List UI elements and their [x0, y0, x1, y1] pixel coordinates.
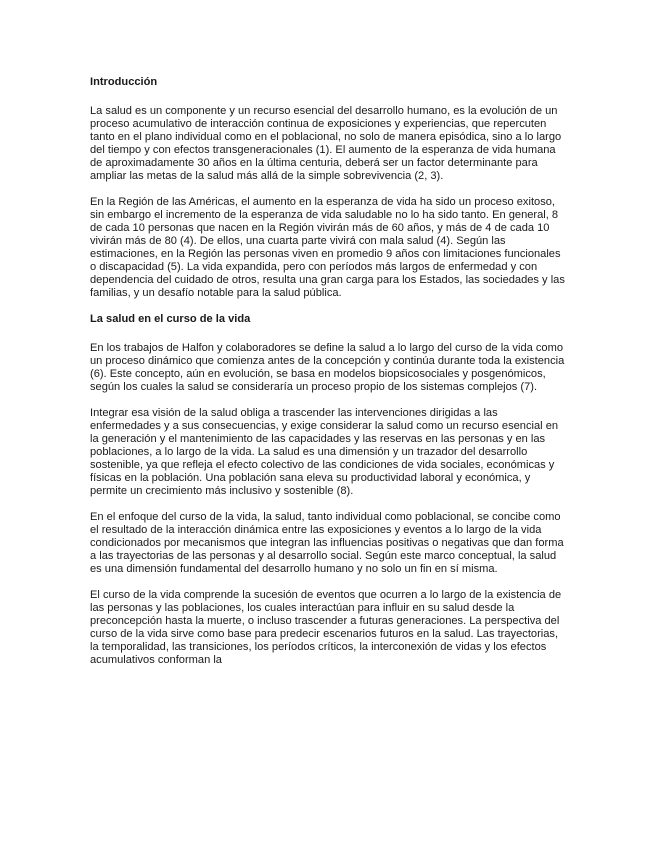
- paragraph-intro-2: En la Región de las Américas, el aumento en la esperanza de vida ha sido un proceso exitoso, sin embargo el incremento de la esperanza de vida saludable no lo ha sido tanto. En general, 8 de cada 10 personas que nacen en la Región vivirán más de 60 años, y más de 4 de cada 10 vivirán más de 80 (4). De ellos, una cuarta parte vivirá con mala salud (4). Según las estimaciones, en la Región las personas viven en promedio 9 años con limitaciones funcionales o discapacidad (5). La vida expandida, pero con períodos más largos de enfermedad y con dependencia del cuidado de otros, resulta una gran carga para los Estados, las sociedades y las familias, y un desafío notable para la salud pública.: [90, 196, 565, 299]
- section-title-curso-de-la-vida: La salud en el curso de la vida: [90, 313, 251, 325]
- paragraph-curso-3: En el enfoque del curso de la vida, la salud, tanto individual como poblacional, se concibe como el resultado de la interacción dinámica entre las exposiciones y eventos a lo largo de la vida condicionados por mecanismos que integran las influencias positivas o negativas que dan forma a las trayectorias de las personas y al desarrollo social. Según este marco conceptual, la salud es una dimensión fundamental del desarrollo humano y no solo un fin en sí misma.: [90, 511, 564, 575]
- document-page: [90, 76, 565, 680]
- section-title-introduccion: Introducción: [90, 76, 158, 88]
- paragraph-curso-4: El curso de la vida comprende la sucesión de eventos que ocurren a lo largo de la existencia de las personas y las poblaciones, los cuales interactúan para influir en su salud desde la preconcepción hasta la muerte, o incluso trascender a futuras generaciones. La perspectiva del curso de la vida sirve como base para predecir escenarios futuros en la salud. Las trayectorias, la temporalidad, las transiciones, los períodos críticos, la interconexión de vidas y los efectos acumulativos conforman la: [90, 589, 562, 666]
- paragraph-intro-1: La salud es un componente y un recurso esencial del desarrollo humano, es la evolución de un proceso acumulativo de interacción continua de exposiciones y experiencias, que repercuten tanto en el plano individual como en el poblacional, no solo de manera episódica, sino a lo largo del tiempo y con efectos transgeneracionales (1). El aumento de la esperanza de vida humana de aproximadamente 30 años en la última centuria, deberá ser un factor determinante para ampliar las metas de la salud más allá de la simple sobrevivencia (2, 3).: [90, 105, 562, 182]
- paragraph-curso-1: En los trabajos de Halfon y colaboradores se define la salud a lo largo del curso de la vida como un proceso dinámico que comienza antes de la concepción y continúa durante toda la existencia (6). Este concepto, aún en evolución, se basa en modelos biopsicosociales y posgenómicos, según los cuales la salud se consideraría un proceso propio de los sistemas complejos (7).: [90, 342, 565, 393]
- paragraph-curso-2: Integrar esa visión de la salud obliga a trascender las intervenciones dirigidas a las enfermedades y a sus consecuencias, y exige considerar la salud como un recurso esencial en la generación y el mantenimiento de las capacidades y las reservas en las personas y en las poblaciones, a lo largo de la vida. La salud es una dimensión y un trazador del desarrollo sostenible, ya que refleja el efecto colectivo de las condiciones de vida sociales, económicas y físicas en la población. Una población sana eleva su productividad laboral y económica, y permite un crecimiento más inclusivo y sostenible (8).: [90, 407, 559, 497]
